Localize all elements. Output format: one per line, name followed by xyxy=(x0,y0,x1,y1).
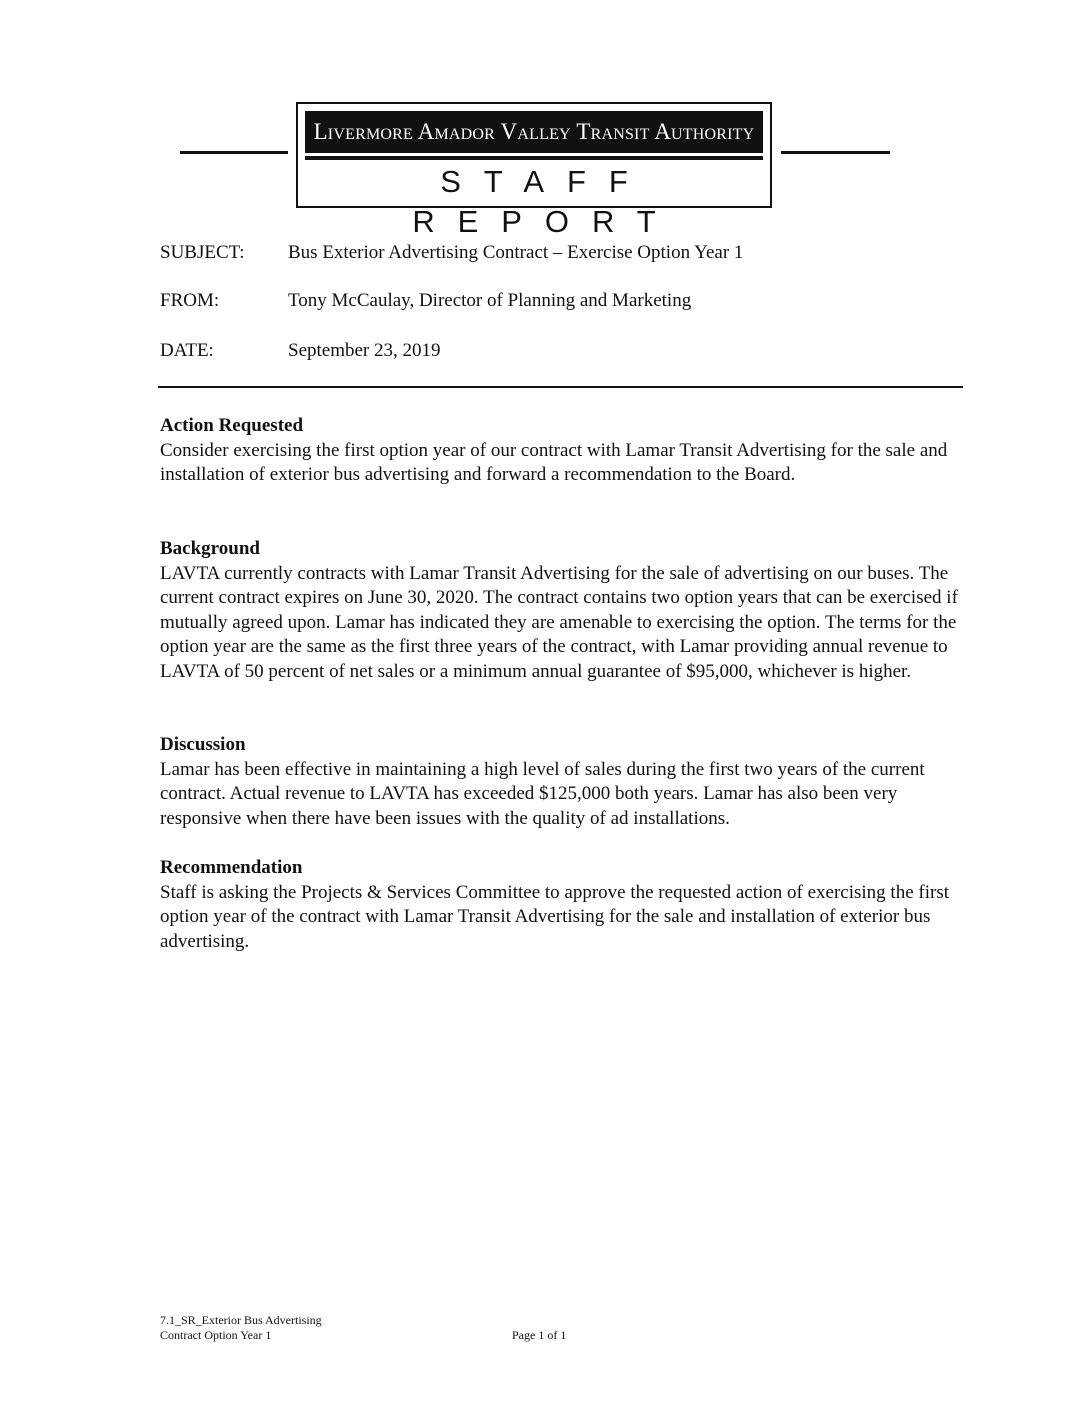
header-right-rule xyxy=(781,151,890,154)
section-body: Lamar has been effective in maintaining a high level of sales during the first two years of the current contract. Actual revenue to LAVTA has exceeded $125,000 both years. Lamar has also been very responsive when there have been issues with the quality of ad installations. xyxy=(160,758,925,829)
date-value: September 23, 2019 xyxy=(288,340,441,361)
section-discussion xyxy=(160,733,965,831)
section-body: LAVTA currently contracts with Lamar Transit Advertising for the sale of advertising on our buses. The current contract expires on June 30, 2020. The contract contains two option years that can be exercised if mutually agreed upon. Lamar has indicated they are amenable to exercising the option. The terms for the option year are the same as the first three years of the contract, with Lamar providing annual revenue to LAVTA of 50 percent of net sales or a minimum annual guarantee of $95,000, whichever is higher. xyxy=(160,562,958,682)
section-heading: Background xyxy=(160,538,260,559)
report-title: STAFF REPORT xyxy=(412,164,679,239)
section-action-requested xyxy=(160,414,965,488)
organization-name: Livermore Amador Valley Transit Authority xyxy=(305,111,763,153)
section-body: Consider exercising the first option year of our contract with Lamar Transit Advertising for the sale and installation of exterior bus advertising and forward a recommendation to the Board. xyxy=(160,439,948,485)
subject-label: SUBJECT: xyxy=(160,242,245,263)
section-heading: Recommendation xyxy=(160,857,303,878)
section-heading: Action Requested xyxy=(160,415,304,436)
from-value: Tony McCaulay, Director of Planning and Marketing xyxy=(288,290,692,311)
footer-file-line1: 7.1_SR_Exterior Bus Advertising xyxy=(160,1313,322,1327)
footer-page-number: Page 1 of 1 xyxy=(512,1328,567,1342)
header-left-rule xyxy=(180,151,288,154)
header-divider xyxy=(158,386,963,388)
footer-file-reference xyxy=(160,1313,760,1343)
header-underbar xyxy=(305,156,763,160)
report-header xyxy=(296,102,772,239)
section-recommendation xyxy=(160,856,965,954)
section-body: Staff is asking the Projects & Services Committee to approve the requested action of exercising the first option year of the contract with Lamar Transit Advertising for the sale and installation of exterior bus advertising. xyxy=(160,881,950,952)
from-label: FROM: xyxy=(160,290,220,311)
subject-value: Bus Exterior Advertising Contract – Exercise Option Year 1 xyxy=(288,242,744,263)
section-background xyxy=(160,537,965,684)
section-heading: Discussion xyxy=(160,734,246,755)
date-label: DATE: xyxy=(160,340,214,361)
footer-file-line2: Contract Option Year 1 xyxy=(160,1328,272,1342)
